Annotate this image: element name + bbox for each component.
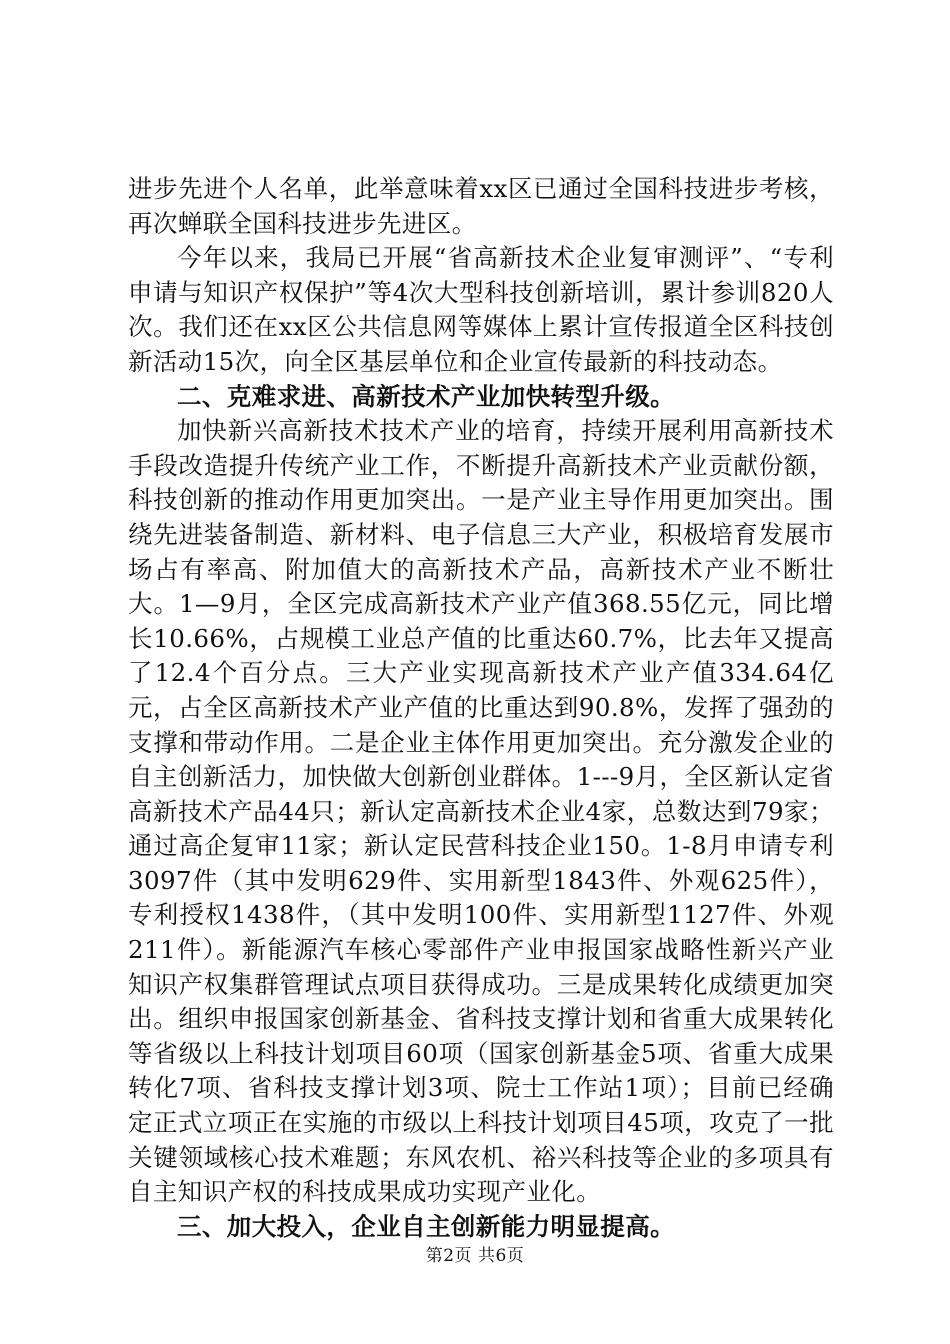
paragraph-training-publicity: 今年以来，我局已开展“省高新技术企业复审测评”、“专利申请与知识产权保护”等4次大型科技创新培训，累计参训820人次。我们还在xx区公共信息网等媒体上累计宣传报道全区科技创新活动15次，向全区基层单位和企业宣传最新的科技动态。 (128, 243, 834, 376)
paragraph-high-tech-industry: 加快新兴高新技术技术产业的培育，持续开展利用高新技术手段改造提升传统产业工作，不断提升高新技术产业贡献份额，科技创新的推动作用更加突出。一是产业主导作用更加突出。围绕先进装备制造、新材料、电子信息三大产业，积极培育发展市场占有率高、附加值大的高新技术产品，高新技术产业不断壮大。1—9月，全区完成高新技术产业产值368.55亿元，同比增长10.66%，占规模工业总产值的比重达60.7%，比去年又提高了12.4个百分点。三大产业实现高新技术产业产值334.64亿元，占全区高新技术产业产值的比重达到90.8%，发挥了强劲的支撑和带动作用。二是企业主体作用更加突出。充分激发企业的自主创新活力，加快做大创新创业群体。1---9月，全区新认定省高新技术产品44只；新认定高新技术企业4家，总数达到79家；通过高企复审11家；新认定民营科技企业150。1-8月申请专利3097件（其中发明629件、实用新型1843件、外观625件），专利授权1438件，（其中发明100件、实用新型1127件、外观211件）。新能源汽车核心零部件产业申报国家战略性新兴产业知识产权集群管理试点项目获得成功。三是成果转化成绩更加突出。组织申报国家创新基金、省科技支撑计划和省重大成果转化等省级以上科技计划项目60项（国家创新基金5项、省重大成果转化7项、省科技支撑计划3项、院士工作站1项）；目前已经确定正式立项正在实施的市级以上科技计划项目45项，攻克了一批关键领域核心技术难题；东风农机、裕兴科技等企业的多项具有自主知识产权的科技成果成功实现产业化。 (128, 416, 834, 1207)
page-number-footer: 第2页 共6页 (425, 1246, 525, 1266)
document-body (128, 172, 834, 1244)
section-heading-2: 二、克难求进、高新技术产业加快转型升级。 (177, 381, 675, 411)
section-heading-3: 三、加大投入，企业自主创新能力明显提高。 (177, 1211, 675, 1241)
paragraph-continuation: 进步先进个人名单，此举意味着xx区已通过全国科技进步考核，再次蝉联全国科技进步先进区。 (128, 174, 834, 238)
